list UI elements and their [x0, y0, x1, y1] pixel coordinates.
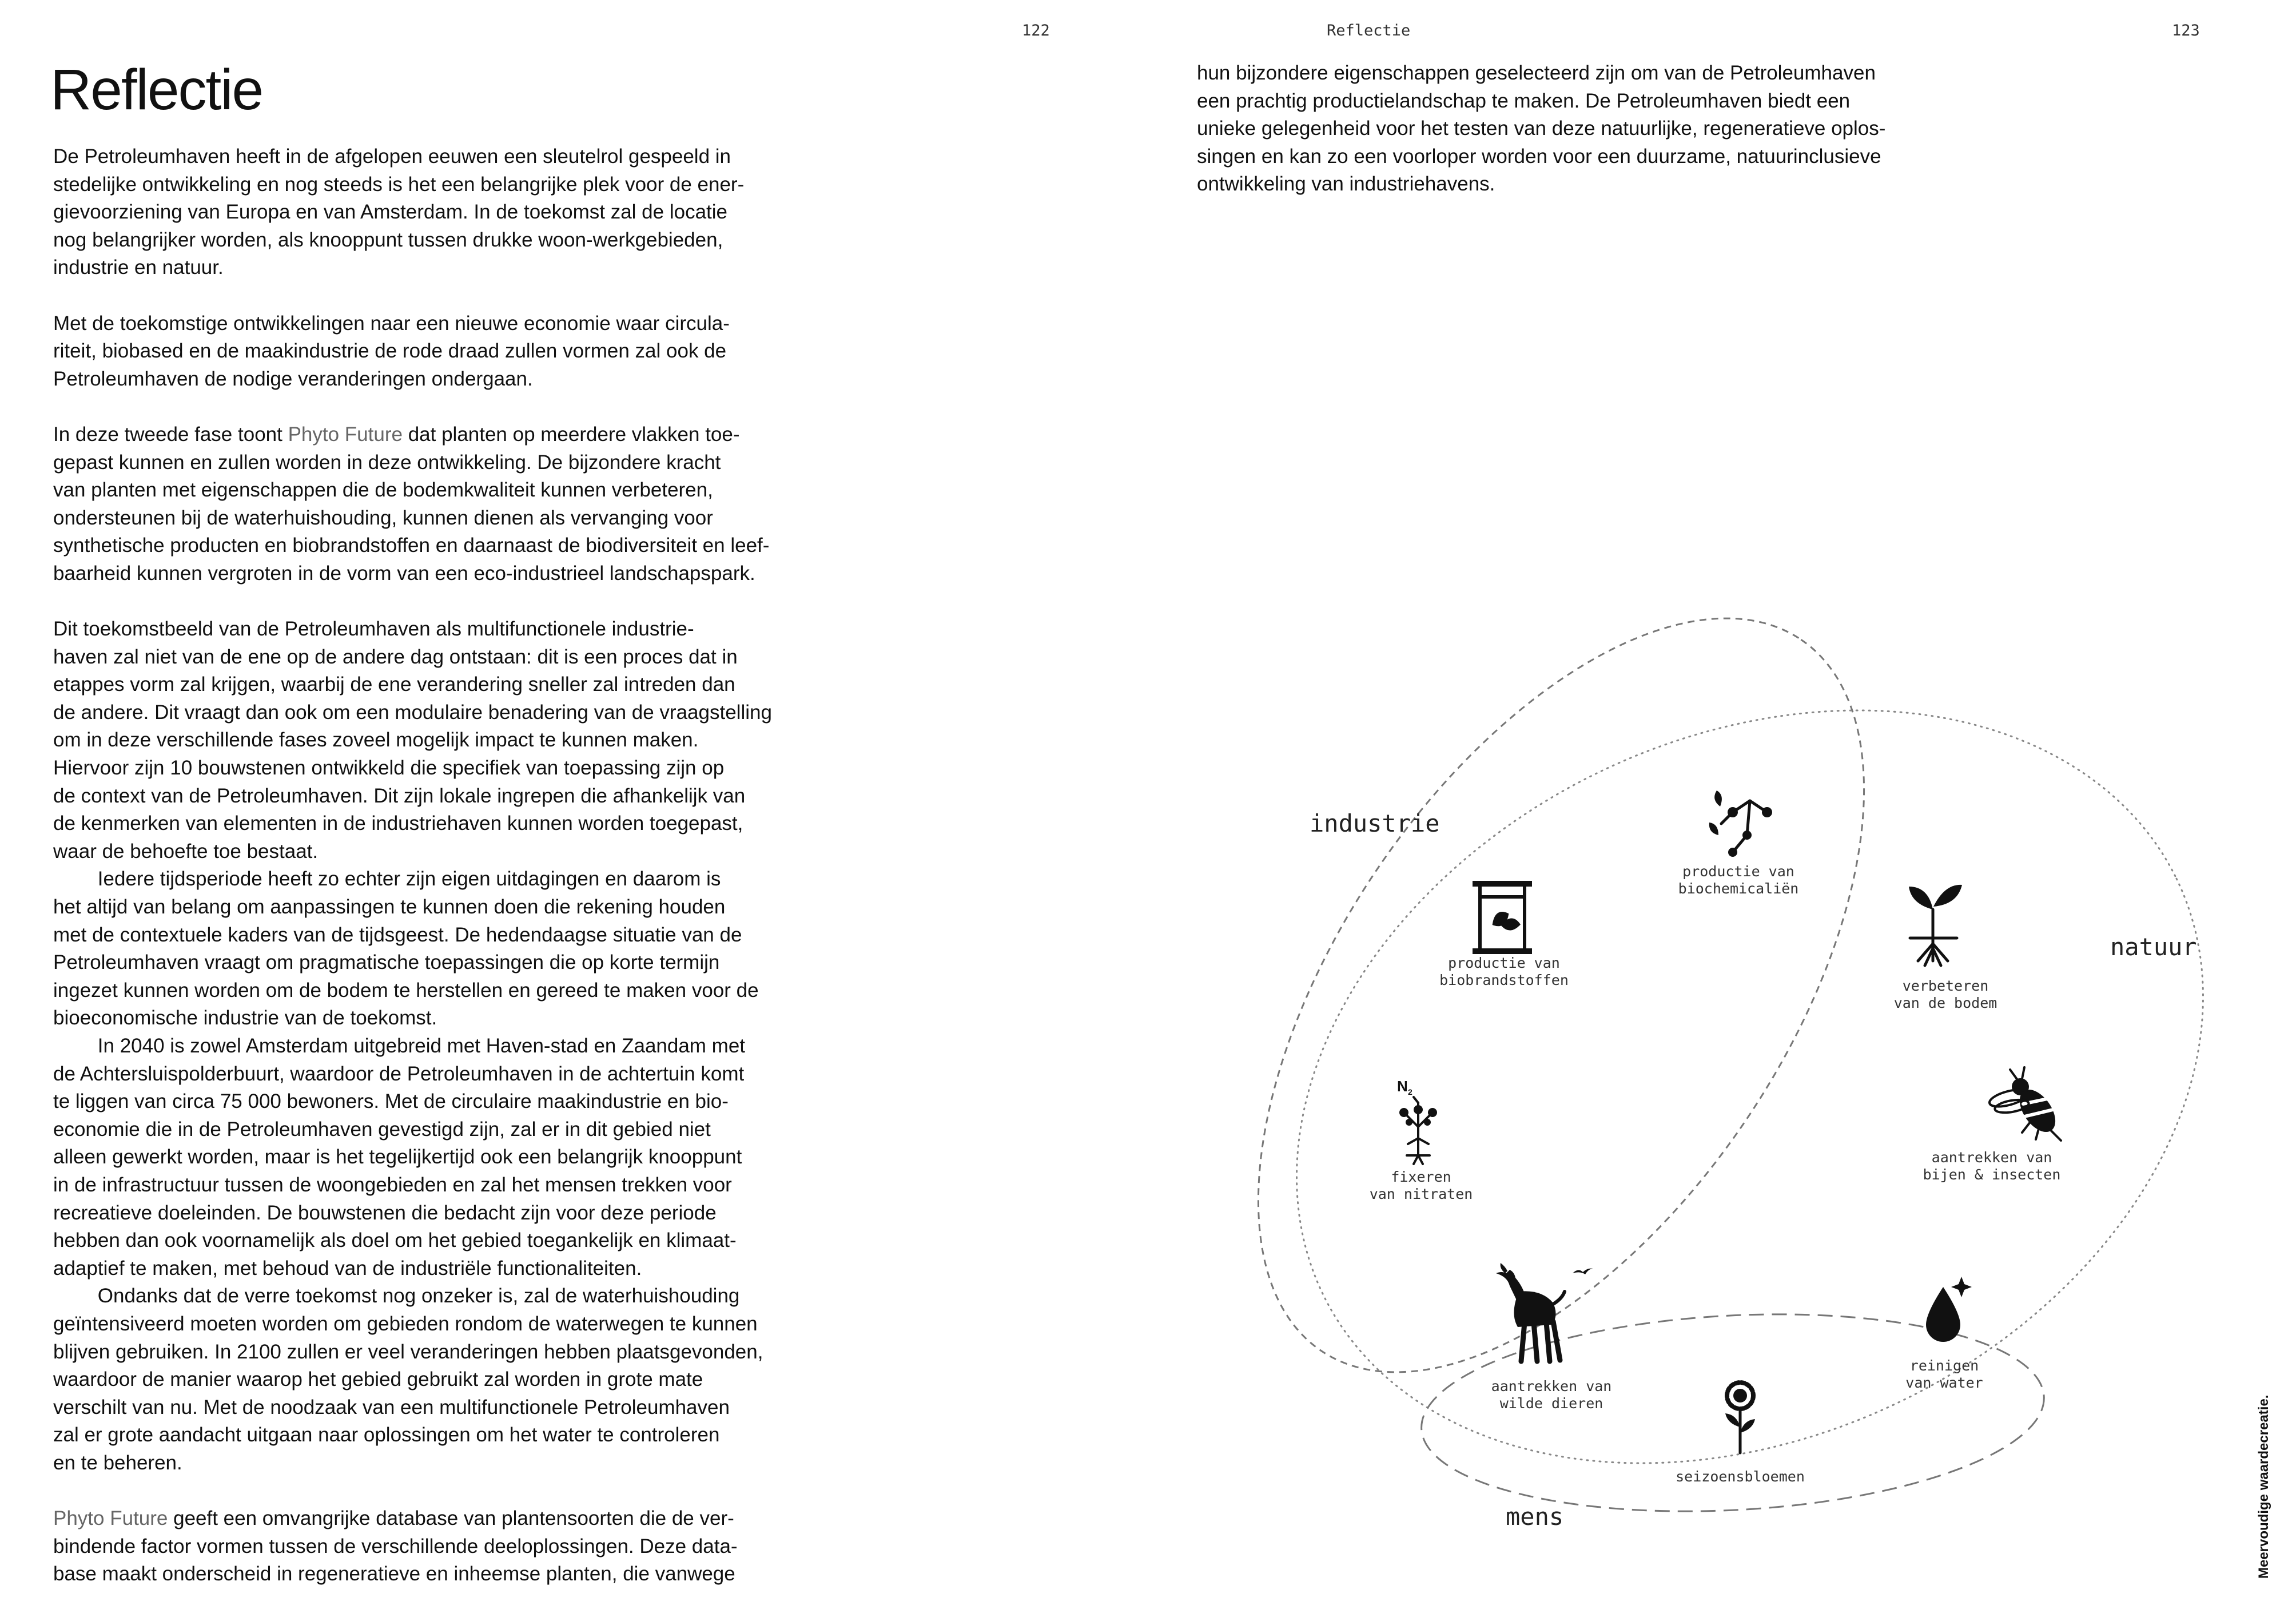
text-line: in de infrastructuur tussen de woongebieden en zal het mensen trekken voor — [53, 1173, 732, 1196]
text-line: alleen gewerkt worden, maar is het tegelijkertijd ook een belangrijk knooppunt — [53, 1146, 742, 1169]
text-line: nog belangrijker worden, als knooppunt tussen drukke woon-werkgebieden, — [53, 228, 723, 251]
page-title: Reflectie — [50, 58, 263, 122]
text-line: Iedere tijdsperiode heeft zo echter zijn eigen uitdagingen en daarom is — [53, 868, 721, 891]
text-line: zal er grote aandacht uitgaan naar oplossingen om het water te controleren — [53, 1424, 720, 1447]
text-line: synthetische producten en biobrandstoffen en daarnaast de biodiversiteit en leef- — [53, 534, 770, 557]
text-line: recreatieve doeleinden. De bouwstenen die bedacht zijn voor deze periode — [53, 1201, 717, 1224]
text-line: haven zal niet van de ene op de andere dag ontstaan: dit is een proces dat in — [53, 645, 738, 668]
item-label: productie van — [1448, 955, 1560, 971]
text-line: ontwikkeling van industriehavens. — [1197, 173, 1495, 196]
text-line: etappes vorm zal krijgen, waarbij de ene verandering sneller zal intreden dan — [53, 673, 735, 696]
group-label-mens: mens — [1506, 1503, 1564, 1531]
text-line: Met de toekomstige ontwikkelingen naar een nieuwe economie waar circula- — [53, 312, 730, 335]
item-label: bijen & insecten — [1923, 1166, 2061, 1183]
text-line: bindende factor vormen tussen de verschillende deeloplossingen. Deze data- — [53, 1535, 738, 1558]
svg-text:N: N — [1397, 1078, 1408, 1095]
text-line: de context van de Petroleumhaven. Dit zijn lokale ingrepen die afhankelijk van — [53, 784, 746, 807]
text-line: hebben dan ook voornamelijk als doel om het gebied toegankelijk en klimaat- — [53, 1229, 737, 1252]
text-line: de andere. Dit vraagt dan ook om een modulaire benadering van de vraagstelling — [53, 701, 772, 724]
text-line: gievoorziening van Europa en van Amsterdam. In de toekomst zal de locatie — [53, 201, 728, 224]
text-line: verschilt van nu. Met de noodzaak van een multifunctionele Petroleumhaven — [53, 1396, 730, 1419]
text-line: baarheid kunnen vergroten in de vorm van een eco-industrieel landschapspark. — [53, 562, 755, 585]
item-label: seizoensbloemen — [1676, 1468, 1805, 1485]
text-line: en te beheren. — [53, 1451, 182, 1474]
text-line: gepast kunnen en zullen worden in deze ontwikkeling. De bijzondere kracht — [53, 451, 721, 474]
text-line: geïntensiveerd moeten worden om gebieden rondom de waterwegen te kunnen — [53, 1312, 758, 1335]
item-label: fixeren — [1391, 1169, 1451, 1185]
project-name-highlight: Phyto Future — [288, 423, 403, 446]
nitrogen-plant-icon — [1397, 1078, 1437, 1164]
item-label: van nitraten — [1369, 1186, 1473, 1202]
text-line: het altijd van belang om aanpassingen te kunnen doen die rekening houden — [53, 896, 726, 919]
sunflower-icon — [1725, 1382, 1755, 1453]
text-line: om in deze verschillende fases zoveel mogelijk impact te kunnen maken. — [53, 729, 699, 752]
item-label: productie van — [1682, 863, 1794, 880]
text-line: waardoor de manier waarop het gebied gebruikt zal worden in grote mate — [53, 1368, 703, 1391]
text-line: stedelijke ontwikkeling en nog steeds is het een belangrijke plek voor de ener- — [53, 173, 745, 196]
bee-icon — [1988, 1067, 2063, 1141]
item-label: biochemicaliën — [1678, 880, 1799, 897]
text-line: een prachtig productielandschap te maken. De Petroleumhaven biedt een — [1197, 89, 1851, 112]
text-line: In 2040 is zowel Amsterdam uitgebreid met Haven-stad en Zaandam met — [53, 1035, 746, 1057]
item-label: verbeteren — [1902, 978, 1989, 994]
text-line: Petroleumhaven de nodige veranderingen ondergaan. — [53, 367, 533, 390]
water-drop-icon — [1926, 1277, 1972, 1342]
text-span: geeft een omvangrijke database van plantensoorten die de ver- — [168, 1507, 734, 1530]
text-line: ondersteunen bij de waterhuishouding, kunnen dienen als vervanging voor — [53, 506, 713, 529]
item-label: van de bodem — [1893, 995, 1997, 1011]
industrie-ellipse — [1136, 515, 1985, 1476]
text-line: economie die in de Petroleumhaven gevestigd zijn, zal er in dit gebied niet — [53, 1118, 711, 1141]
running-section-title: Reflectie — [1327, 22, 1411, 39]
figure-caption: Meervoudige waardecreatie. — [2256, 1394, 2271, 1579]
item-label: biobrandstoffen — [1439, 972, 1569, 988]
svg-text:2: 2 — [1408, 1087, 1412, 1096]
text-line: de kenmerken van elementen in de industriehaven kunnen worden toegepast, — [53, 812, 743, 835]
text-line: te liggen van circa 75 000 bewoners. Met de circulaire maakindustrie en bio- — [53, 1090, 729, 1113]
text-line: riteit, biobased en de maakindustrie de rode draad zullen vormen zal ook de — [53, 340, 727, 363]
text-span: dat planten op meerdere vlakken toe- — [402, 423, 740, 446]
text-line: unieke gelegenheid voor het testen van deze natuurlijke, regeneratieve oplos- — [1197, 117, 1886, 140]
seedling-roots-icon — [1909, 885, 1962, 966]
text-line: singen en kan zo een voorloper worden voor een duurzame, natuurinclusieve — [1197, 145, 1881, 168]
project-name-highlight: Phyto Future — [53, 1507, 168, 1530]
item-label: van water — [1905, 1374, 1983, 1391]
text-line: blijven gebruiken. In 2100 zullen er veel veranderingen hebben plaatsgevonden, — [53, 1340, 763, 1363]
text-line: Ondanks dat de verre toekomst nog onzeker is, zal de waterhuishouding — [53, 1285, 740, 1308]
text-line: waar de behoefte toe bestaat. — [53, 840, 319, 863]
text-line: Hiervoor zijn 10 bouwstenen ontwikkeld die specifiek van toepassing zijn op — [53, 757, 725, 780]
group-label-natuur: natuur — [2110, 933, 2197, 961]
text-line: industrie en natuur. — [53, 256, 224, 279]
text-line: adaptief te maken, met behoud van de industriële functionaliteiten. — [53, 1257, 642, 1280]
text-line: De Petroleumhaven heeft in de afgelopen eeuwen een sleutelrol gespeeld in — [53, 145, 731, 168]
text-line: de Achtersluispolderbuurt, waardoor de Petroleumhaven in de achtertuin komt — [53, 1062, 745, 1085]
text-line: base maakt onderscheid in regeneratieve en inheemse planten, die vanwege — [53, 1563, 735, 1586]
text-line: met de contextuele kaders van de tijdsgeest. De hedendaagse situatie van de — [53, 923, 742, 946]
item-label: aantrekken van — [1491, 1378, 1612, 1394]
text-line: van planten met eigenschappen die de bodemkwaliteit kunnen verbeteren, — [53, 479, 713, 502]
text-line: hun bijzondere eigenschappen geselecteerd zijn om van de Petroleumhaven — [1197, 62, 1876, 84]
text-span: In deze tweede fase toont — [53, 423, 288, 446]
item-label: reinigen — [1909, 1357, 1979, 1374]
item-label: wilde dieren — [1499, 1395, 1603, 1412]
fuel-barrel-icon — [1473, 884, 1532, 951]
text-line: bioeconomische industrie van de toekomst. — [53, 1007, 437, 1030]
text-line: ingezet kunnen worden om de bodem te herstellen en gereed te maken voor de — [53, 979, 759, 1002]
page-number-right: 123 — [2172, 22, 2200, 39]
text-line: Petroleumhaven vraagt om pragmatische toepassingen die op korte termijn — [53, 951, 720, 974]
item-label: aantrekken van — [1931, 1149, 2052, 1166]
text-line: Dit toekomstbeeld van de Petroleumhaven als multifunctionele industrie- — [53, 618, 694, 641]
deer-icon — [1496, 1263, 1593, 1361]
molecule-plant-icon — [1709, 790, 1772, 857]
group-label-industrie: industrie — [1310, 809, 1440, 837]
natuur-ellipse — [1171, 565, 2296, 1608]
page-number-left: 122 — [1022, 22, 1050, 39]
